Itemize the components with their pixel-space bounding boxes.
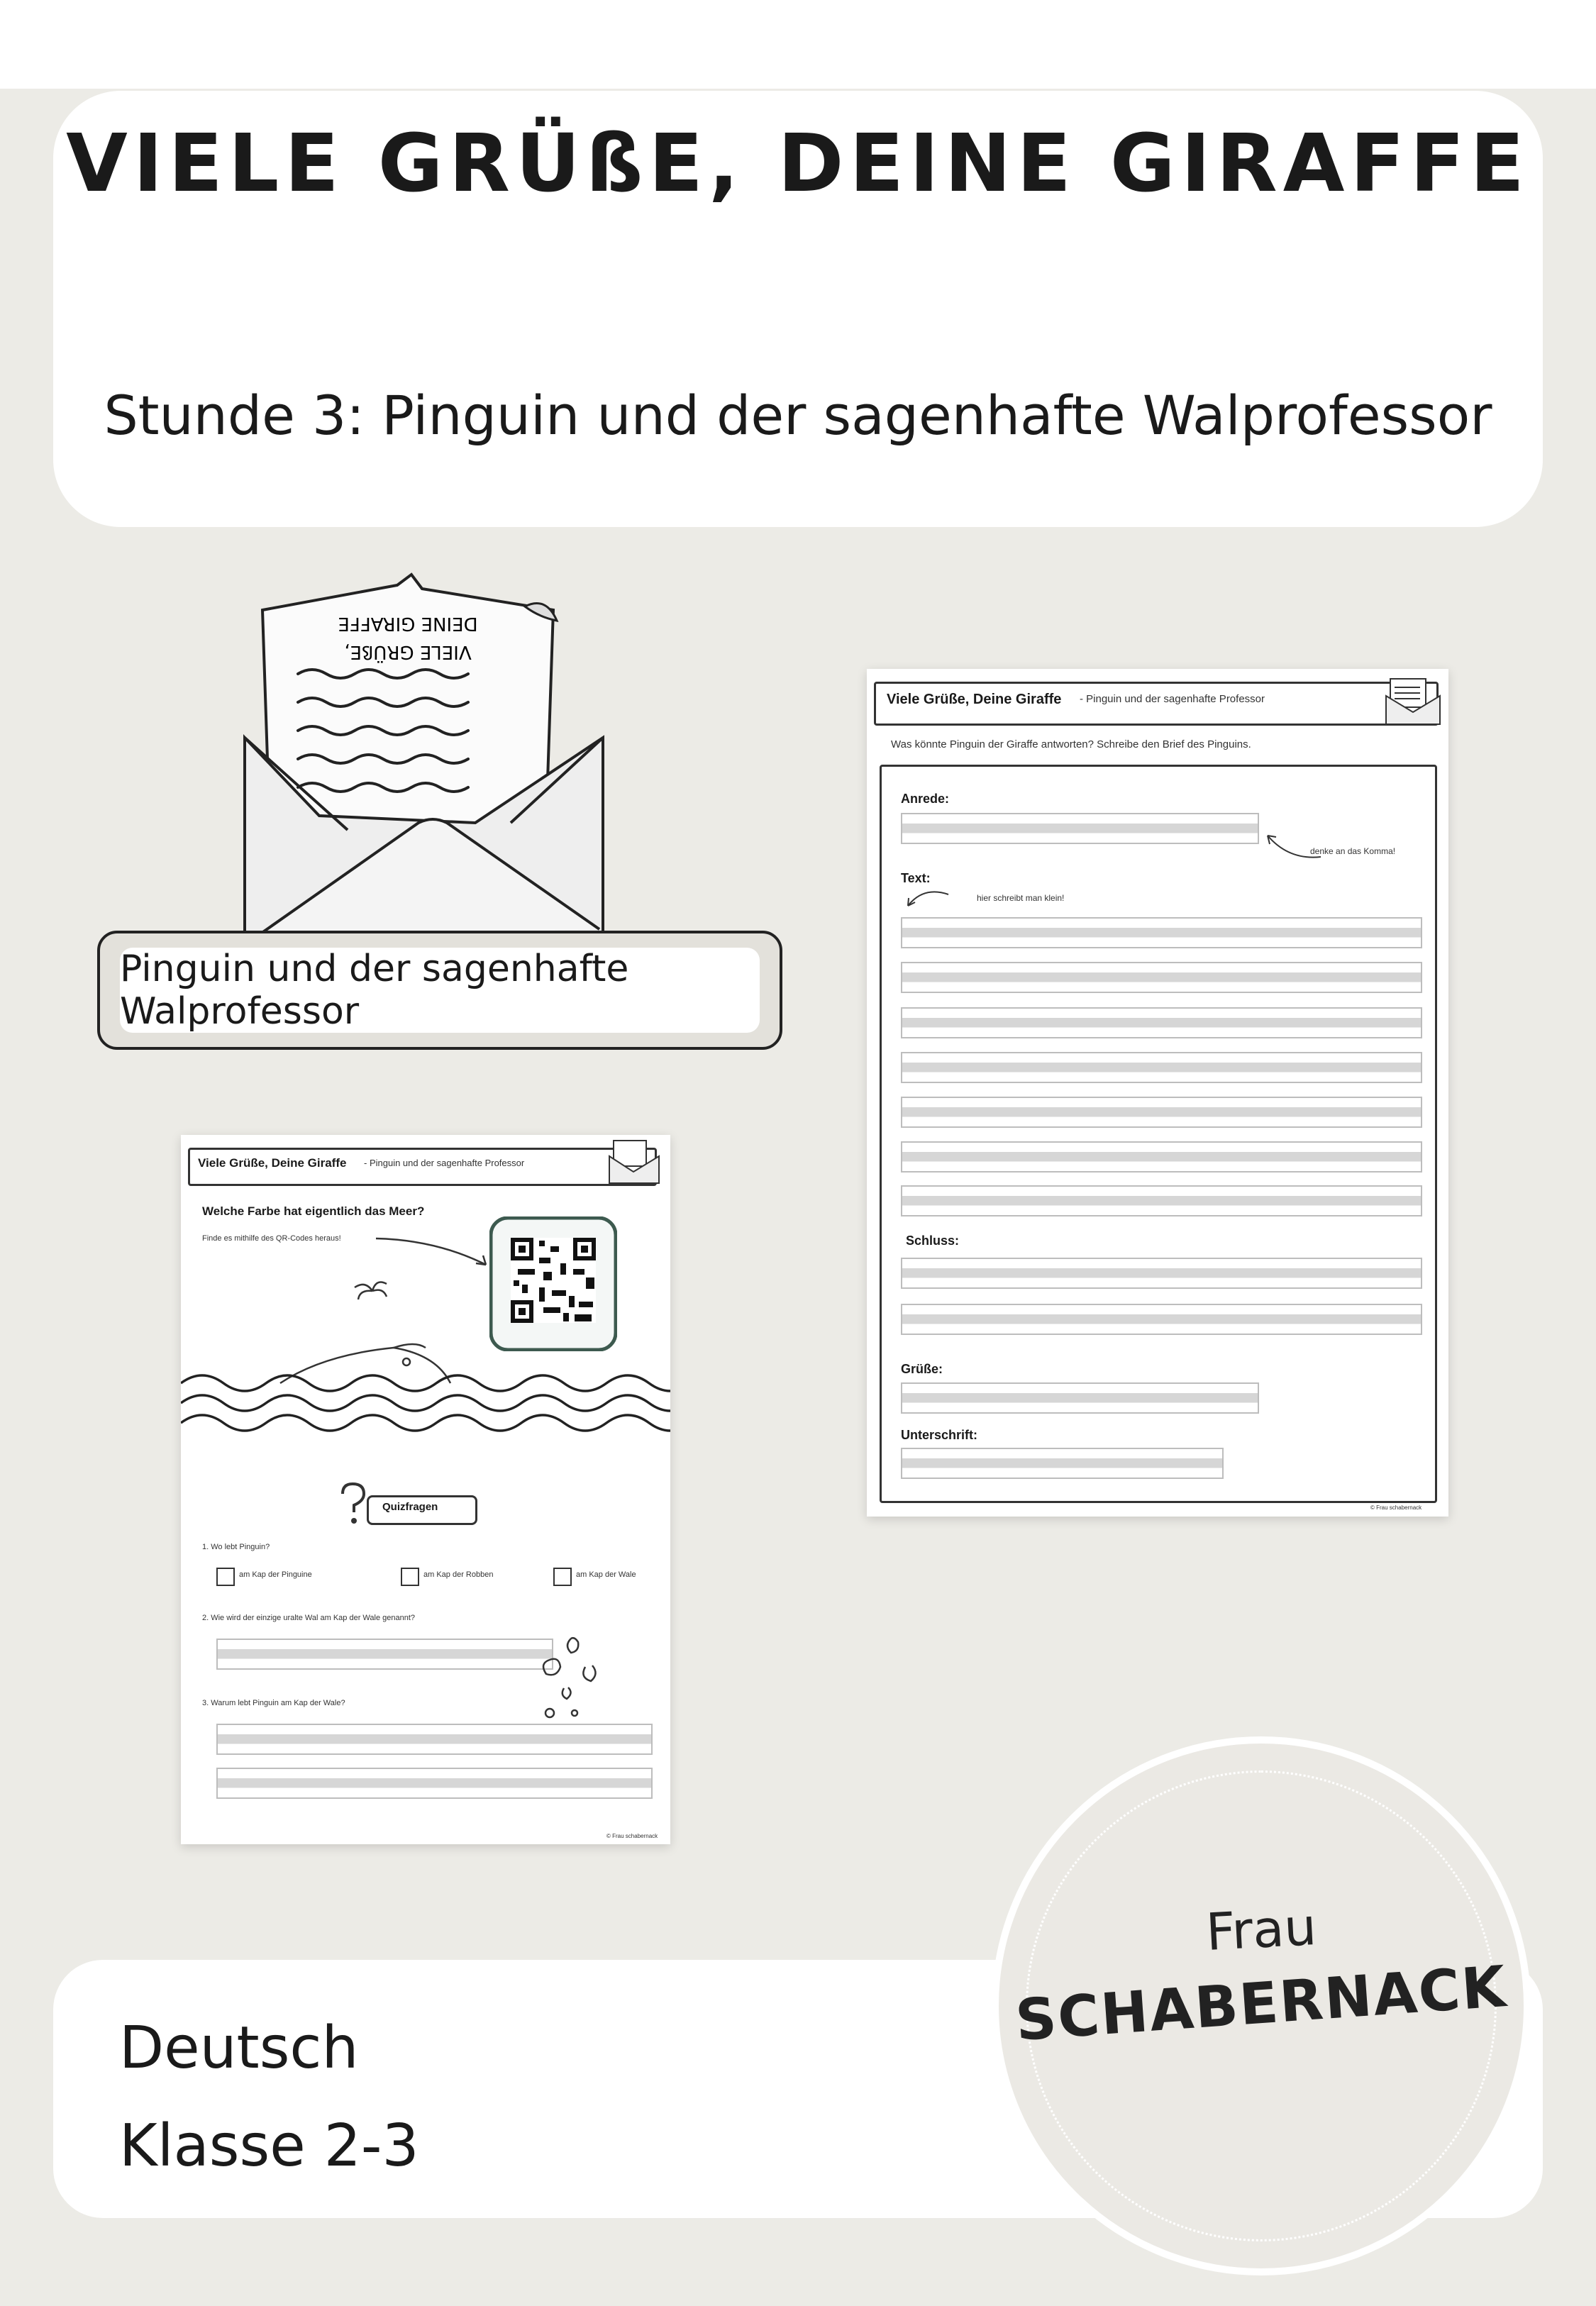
worksheet-subtitle: - Pinguin und der sagenhafte Professor [1080,693,1265,705]
hint-komma: denke an das Komma! [1310,846,1396,856]
writing-line [901,1185,1422,1216]
brand-logo [992,1736,1531,2275]
writing-line [901,1007,1422,1038]
subject-label: Deutsch [119,2014,359,2082]
checkbox[interactable] [401,1568,419,1586]
arrow-icon [372,1233,493,1275]
question-1: 1. Wo lebt Pinguin? [202,1543,270,1551]
top-strip [0,0,1596,89]
envelope-icon [606,1136,663,1187]
option-3: am Kap der Wale [576,1570,636,1579]
page-title: VIELE GRÜßE, DEINE GIRAFFE [66,118,1530,210]
qr-hint: Finde es mithilfe des QR-Codes heraus! [202,1234,341,1243]
worksheet-subtitle: - Pinguin und der sagenhafte Professor [364,1158,525,1168]
label-gruesse: Grüße: [901,1362,943,1376]
option-1: am Kap der Pinguine [239,1570,312,1579]
option-2: am Kap der Robben [423,1570,494,1579]
grade-label: Klasse 2-3 [119,2112,419,2180]
whale-illustration [181,1277,670,1440]
writing-line [901,1258,1422,1289]
letter-text-line2: VIELE GRÜßE, [344,641,472,663]
writing-line [901,962,1422,993]
envelope-letter-icon [234,567,631,950]
worksheet-footer: © Frau schabernack [1370,1504,1422,1511]
question-3: 3. Warum lebt Pinguin am Kap der Wale? [202,1699,345,1707]
writing-line [901,1052,1422,1083]
worksheet-footer: © Frau schabernack [606,1833,658,1839]
logo-line-frau: Frau [1204,1896,1318,1963]
quiz-label: Quizfragen [382,1501,438,1513]
logo-line-name: SCHABERNACK [1013,1953,1509,2054]
ribbon-label: Pinguin und der sagenhafte Walprofessor [120,948,760,1033]
writing-line [216,1724,653,1755]
arrow-icon [902,886,952,911]
writing-line [901,1382,1259,1414]
writing-line [901,1304,1422,1335]
label-unterschrift: Unterschrift: [901,1428,978,1442]
label-schluss: Schluss: [906,1234,960,1248]
worksheet-preview-quiz [181,1135,670,1844]
writing-line [216,1768,653,1799]
lesson-ribbon [97,931,782,1050]
question-2: 2. Wie wird der einzige uralte Wal am Kap der Wale genannt? [202,1614,415,1622]
writing-line [901,1097,1422,1128]
page-subtitle: Stunde 3: Pinguin und der sagenhafte Walprofessor [104,384,1492,447]
envelope-icon [1383,673,1444,730]
label-anrede: Anrede: [901,792,950,806]
worksheet-instruction: Was könnte Pinguin der Giraffe antworten? Schreibe den Brief des Pinguins. [891,738,1251,750]
question-mark-icon [337,1481,368,1526]
writing-line [901,917,1422,948]
writing-line [901,813,1259,844]
question-heading: Welche Farbe hat eigentlich das Meer? [202,1204,425,1218]
letter-text-line1: DEINE GIRAFFE [338,613,478,634]
writing-line [901,1141,1422,1173]
label-text: Text: [901,871,931,885]
checkbox[interactable] [553,1568,572,1586]
checkbox[interactable] [216,1568,235,1586]
worksheet-preview-letter [867,669,1448,1517]
hint-klein: hier schreibt man klein! [977,893,1065,903]
worksheet-title: Viele Grüße, Deine Giraffe [198,1156,347,1170]
worksheet-title: Viele Grüße, Deine Giraffe [887,692,1062,707]
writing-line [901,1448,1224,1479]
writing-line [216,1639,553,1670]
splash-icon [536,1624,606,1724]
